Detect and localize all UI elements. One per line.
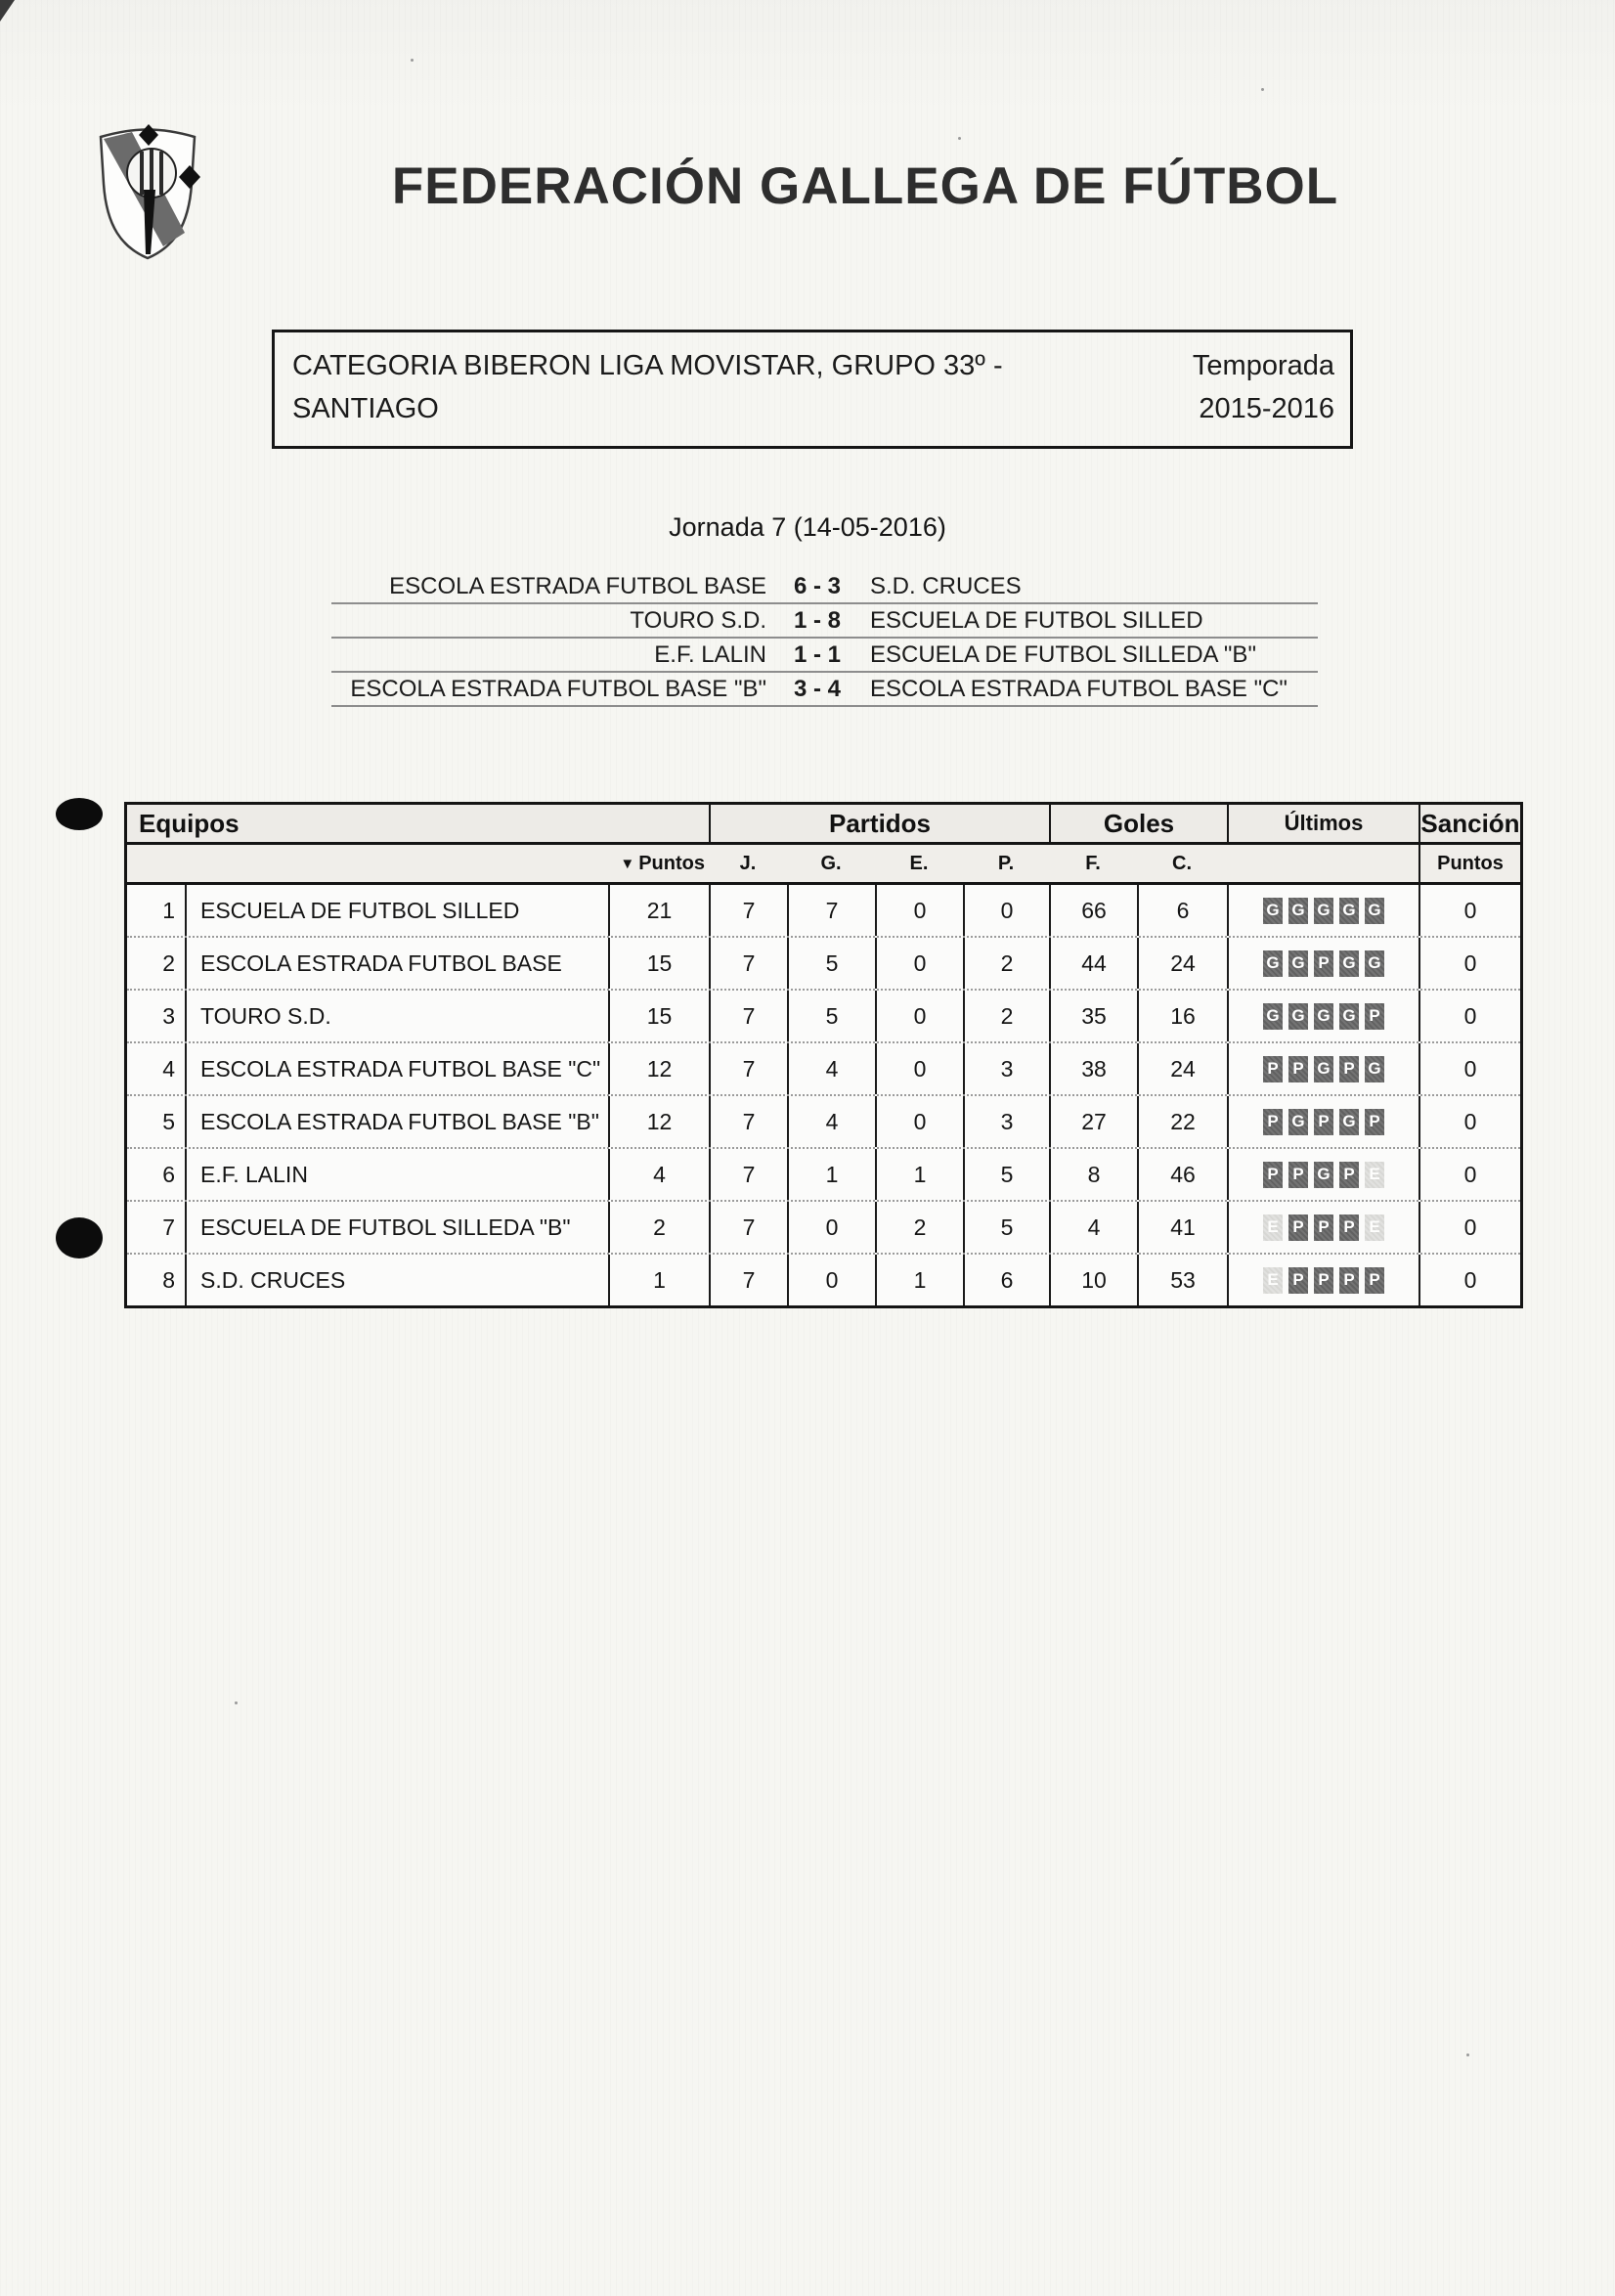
- result-badge-p: P: [1365, 1109, 1384, 1135]
- competition-category: CATEGORIA BIBERON LIGA MOVISTAR, GRUPO 33º - SANTIAGO: [292, 350, 1003, 424]
- result-badge-p: P: [1263, 1109, 1283, 1135]
- result-badge-g: G: [1365, 950, 1384, 977]
- scan-speck: [958, 137, 961, 140]
- last-results: [1227, 991, 1419, 1041]
- lost: 3: [963, 1043, 1049, 1094]
- result-badge-e: E: [1263, 1214, 1283, 1241]
- goals-for: 44: [1049, 938, 1137, 989]
- result-badge-p: P: [1288, 1162, 1308, 1188]
- result-badge-p: P: [1288, 1056, 1308, 1082]
- subheader-sanction-puntos: Puntos: [1419, 845, 1520, 882]
- played: 7: [709, 885, 787, 936]
- result-badge-g: G: [1339, 1109, 1359, 1135]
- away-team-name: ESCUELA DE FUTBOL SILLEDA "B": [870, 640, 1256, 668]
- points: 12: [608, 1096, 709, 1147]
- drawn: 1: [875, 1149, 963, 1200]
- won: 5: [787, 938, 875, 989]
- result-badge-g: G: [1288, 1003, 1308, 1030]
- subheader-puntos-label: Puntos: [638, 852, 705, 874]
- played: 7: [709, 991, 787, 1041]
- home-team-name: E.F. LALIN: [654, 640, 766, 668]
- standings-row: [127, 1094, 1520, 1147]
- goals-against: 24: [1137, 1043, 1227, 1094]
- result-badge-g: G: [1263, 898, 1283, 924]
- result-badge-g: G: [1288, 1109, 1308, 1135]
- points: 15: [608, 991, 709, 1041]
- points: 2: [608, 1202, 709, 1253]
- scan-speck: [1261, 88, 1264, 91]
- drawn: 0: [875, 885, 963, 936]
- rank: 5: [162, 1108, 175, 1134]
- last-results: [1227, 885, 1419, 936]
- last-results: [1227, 1149, 1419, 1200]
- result-badge-p: P: [1263, 1162, 1283, 1188]
- result-badge-e: E: [1365, 1162, 1384, 1188]
- result-badge-p: P: [1365, 1267, 1384, 1294]
- header-partidos: Partidos: [709, 805, 1049, 842]
- sanction-points: 0: [1419, 1202, 1520, 1253]
- points: 15: [608, 938, 709, 989]
- subheader-drawn: E.: [909, 852, 929, 874]
- goals-against: 41: [1137, 1202, 1227, 1253]
- points: 12: [608, 1043, 709, 1094]
- match-row: [331, 673, 1318, 707]
- result-badge-g: G: [1339, 898, 1359, 924]
- scan-speck: [1466, 2053, 1469, 2056]
- rank: 8: [162, 1266, 175, 1293]
- result-badge-p: P: [1339, 1214, 1359, 1241]
- goals-for: 38: [1049, 1043, 1137, 1094]
- team-name: S.D. CRUCES: [185, 1255, 608, 1305]
- points: 1: [608, 1255, 709, 1305]
- team-name: ESCUELA DE FUTBOL SILLEDA "B": [185, 1202, 608, 1253]
- played: 7: [709, 1202, 787, 1253]
- subheader-lost: P.: [997, 852, 1015, 874]
- won: 1: [787, 1149, 875, 1200]
- match-score: 3 - 4: [793, 675, 842, 702]
- result-badge-p: P: [1288, 1267, 1308, 1294]
- standings-sub-header: [127, 845, 1520, 885]
- subheader-puntos: [608, 845, 709, 882]
- standings-row: [127, 936, 1520, 989]
- goals-against: 24: [1137, 938, 1227, 989]
- goals-for: 35: [1049, 991, 1137, 1041]
- won: 4: [787, 1043, 875, 1094]
- home-team-name: TOURO S.D.: [630, 606, 766, 634]
- header-ultimos: Últimos: [1227, 805, 1419, 842]
- standings-row: [127, 885, 1520, 936]
- result-badge-g: G: [1314, 1003, 1333, 1030]
- match-score: 1 - 1: [793, 640, 842, 668]
- subheader-goals-against: C.: [1172, 852, 1192, 874]
- played: 7: [709, 938, 787, 989]
- rank: 3: [162, 1002, 175, 1029]
- won: 5: [787, 991, 875, 1041]
- season-block: [1193, 344, 1334, 434]
- sanction-points: 0: [1419, 938, 1520, 989]
- played: 7: [709, 1255, 787, 1305]
- result-badge-g: G: [1263, 1003, 1283, 1030]
- result-badge-p: P: [1314, 950, 1333, 977]
- result-badge-p: P: [1314, 1109, 1333, 1135]
- drawn: 0: [875, 938, 963, 989]
- team-name: ESCOLA ESTRADA FUTBOL BASE "C": [185, 1043, 608, 1094]
- standings-row: [127, 1147, 1520, 1200]
- drawn: 1: [875, 1255, 963, 1305]
- team-name: ESCOLA ESTRADA FUTBOL BASE "B": [185, 1096, 608, 1147]
- goals-for: 8: [1049, 1149, 1137, 1200]
- away-team-name: ESCUELA DE FUTBOL SILLED: [870, 606, 1203, 634]
- rank: 4: [162, 1055, 175, 1082]
- won: 0: [787, 1202, 875, 1253]
- scan-speck: [411, 59, 414, 62]
- team-name: ESCOLA ESTRADA FUTBOL BASE: [185, 938, 608, 989]
- last-results: [1227, 938, 1419, 989]
- last-results: [1227, 1043, 1419, 1094]
- result-badge-p: P: [1339, 1056, 1359, 1082]
- match-score: 6 - 3: [793, 572, 842, 599]
- played: 7: [709, 1149, 787, 1200]
- rank: 6: [162, 1161, 175, 1187]
- result-badge-g: G: [1314, 898, 1333, 924]
- rank: 1: [162, 897, 175, 923]
- home-team-name: ESCOLA ESTRADA FUTBOL BASE "B": [350, 675, 766, 702]
- result-badge-p: P: [1288, 1214, 1308, 1241]
- won: 4: [787, 1096, 875, 1147]
- result-badge-g: G: [1314, 1162, 1333, 1188]
- standings-row: [127, 1041, 1520, 1094]
- sanction-points: 0: [1419, 1043, 1520, 1094]
- sanction-points: 0: [1419, 1255, 1520, 1305]
- result-badge-p: P: [1339, 1267, 1359, 1294]
- sanction-points: 0: [1419, 1096, 1520, 1147]
- season-value: 2015-2016: [1199, 393, 1334, 424]
- result-badge-p: P: [1263, 1056, 1283, 1082]
- goals-for: 27: [1049, 1096, 1137, 1147]
- lost: 0: [963, 885, 1049, 936]
- played: 7: [709, 1096, 787, 1147]
- subheader-spacer: [127, 845, 608, 882]
- header-goles: Goles: [1049, 805, 1227, 842]
- won: 0: [787, 1255, 875, 1305]
- drawn: 0: [875, 1043, 963, 1094]
- goals-for: 66: [1049, 885, 1137, 936]
- result-badge-g: G: [1288, 898, 1308, 924]
- standings-group-header: [127, 805, 1520, 845]
- sanction-points: 0: [1419, 991, 1520, 1041]
- goals-for: 4: [1049, 1202, 1137, 1253]
- hole-punch-bottom: [56, 1217, 103, 1258]
- lost: 5: [963, 1202, 1049, 1253]
- standings-row: [127, 1253, 1520, 1305]
- match-score: 1 - 8: [793, 606, 842, 634]
- last-results: [1227, 1202, 1419, 1253]
- result-badge-e: E: [1365, 1214, 1384, 1241]
- scan-speck: [235, 1701, 238, 1704]
- standings-row: [127, 989, 1520, 1041]
- team-name: TOURO S.D.: [185, 991, 608, 1041]
- points: 21: [608, 885, 709, 936]
- season-label: Temporada: [1192, 350, 1334, 381]
- result-badge-g: G: [1314, 1056, 1333, 1082]
- result-badge-e: E: [1263, 1267, 1283, 1294]
- hole-punch-top: [56, 798, 103, 830]
- result-badge-g: G: [1288, 950, 1308, 977]
- result-badge-p: P: [1314, 1267, 1333, 1294]
- sanction-points: 0: [1419, 885, 1520, 936]
- match-row: [331, 604, 1318, 639]
- scan-corner-mark: [0, 0, 15, 22]
- goals-against: 6: [1137, 885, 1227, 936]
- header-sancion: Sanción: [1419, 805, 1520, 842]
- goals-for: 10: [1049, 1255, 1137, 1305]
- won: 7: [787, 885, 875, 936]
- points: 4: [608, 1149, 709, 1200]
- goals-against: 22: [1137, 1096, 1227, 1147]
- goals-against: 46: [1137, 1149, 1227, 1200]
- result-badge-p: P: [1339, 1162, 1359, 1188]
- subheader-won: G.: [820, 852, 842, 874]
- lost: 3: [963, 1096, 1049, 1147]
- goals-against: 53: [1137, 1255, 1227, 1305]
- sort-descending-icon: ▼: [620, 855, 635, 872]
- sanction-points: 0: [1419, 1149, 1520, 1200]
- result-badge-p: P: [1365, 1003, 1384, 1030]
- subheader-goals-for: F.: [1085, 852, 1101, 874]
- result-badge-p: P: [1314, 1214, 1333, 1241]
- away-team-name: S.D. CRUCES: [870, 572, 1022, 599]
- lost: 5: [963, 1149, 1049, 1200]
- subheader-played: J.: [739, 852, 757, 874]
- header-equipos: Equipos: [139, 808, 240, 838]
- standings-body: [127, 885, 1520, 1305]
- drawn: 0: [875, 1096, 963, 1147]
- lost: 2: [963, 938, 1049, 989]
- drawn: 2: [875, 1202, 963, 1253]
- team-name: E.F. LALIN: [185, 1149, 608, 1200]
- rank: 2: [162, 949, 175, 976]
- match-row: [331, 570, 1318, 604]
- standings-row: [127, 1200, 1520, 1253]
- last-results: [1227, 1255, 1419, 1305]
- round-title: Jornada 7 (14-05-2016): [669, 512, 946, 542]
- result-badge-g: G: [1263, 950, 1283, 977]
- home-team-name: ESCOLA ESTRADA FUTBOL BASE: [389, 572, 766, 599]
- result-badge-g: G: [1339, 1003, 1359, 1030]
- result-badge-g: G: [1339, 950, 1359, 977]
- match-list: [331, 570, 1318, 707]
- lost: 6: [963, 1255, 1049, 1305]
- team-name: ESCUELA DE FUTBOL SILLED: [185, 885, 608, 936]
- drawn: 0: [875, 991, 963, 1041]
- last-results: [1227, 1096, 1419, 1147]
- goals-against: 16: [1137, 991, 1227, 1041]
- played: 7: [709, 1043, 787, 1094]
- away-team-name: ESCOLA ESTRADA FUTBOL BASE "C": [870, 675, 1288, 702]
- match-row: [331, 639, 1318, 673]
- result-badge-g: G: [1365, 1056, 1384, 1082]
- rank: 7: [162, 1214, 175, 1240]
- standings-table: [124, 802, 1523, 1308]
- competition-box: [272, 330, 1353, 449]
- lost: 2: [963, 991, 1049, 1041]
- subheader-ultimos-spacer: [1227, 845, 1419, 882]
- result-badge-g: G: [1365, 898, 1384, 924]
- page-title: FEDERACIÓN GALLEGA DE FÚTBOL: [391, 157, 1339, 215]
